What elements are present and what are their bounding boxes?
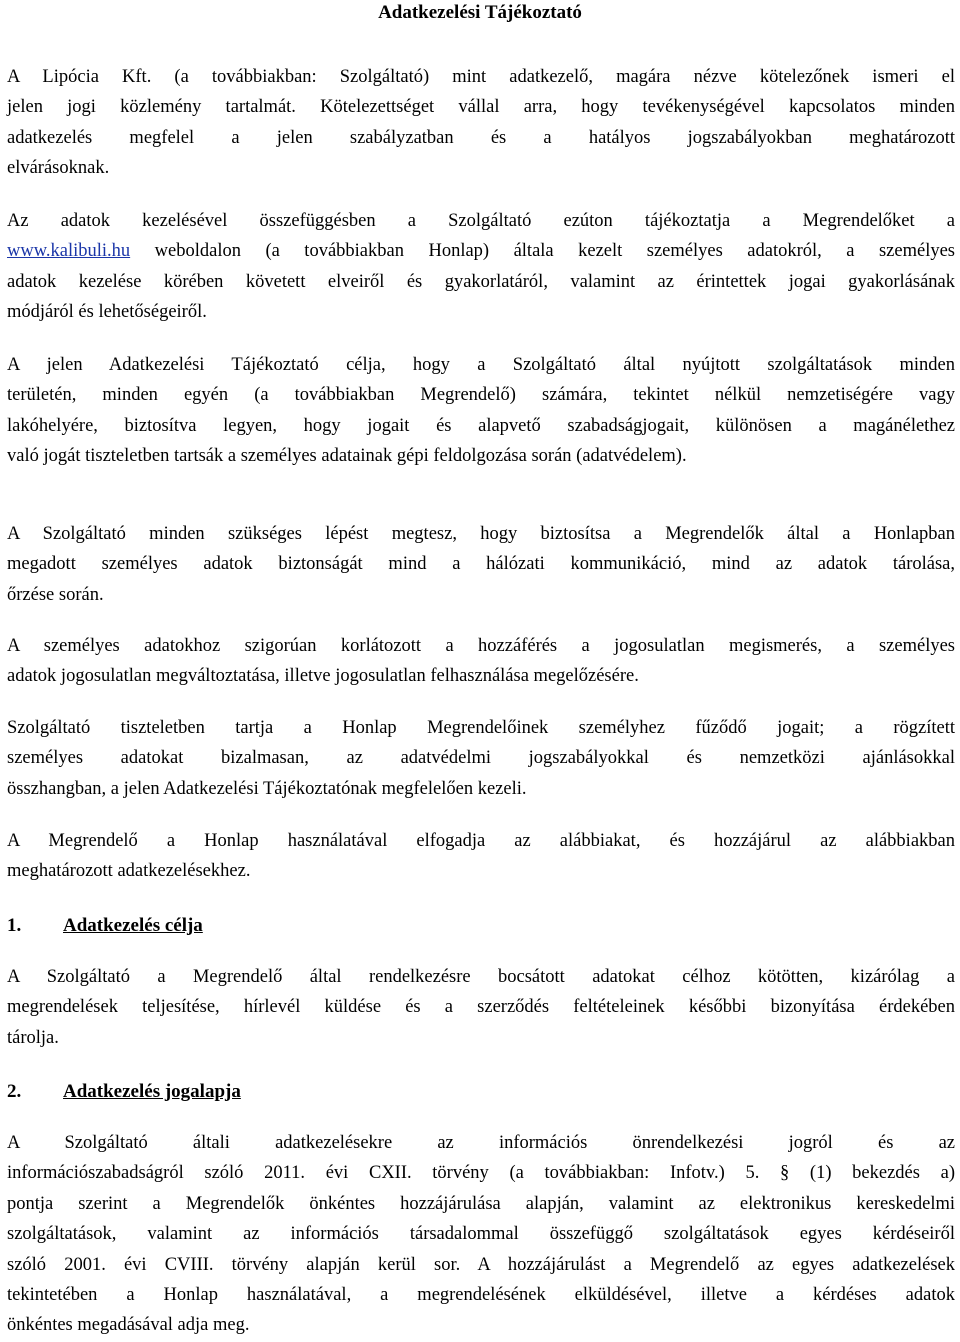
rights-paragraph bbox=[7, 713, 955, 804]
text-line: adatkezelés megfelel a jelen szabályzatban és a hatályos jogszabályokban meghatározott bbox=[7, 127, 955, 148]
text-line: való jogát tiszteletben tartsák a személyes adatainak gépi feldolgozása során (adatvédelem). bbox=[7, 446, 687, 467]
section-2-heading bbox=[7, 1081, 241, 1103]
text-line: A Lipócia Kft. (a továbbiakban: Szolgáltató) mint adatkezelő, magára nézve kötelezőnek ismeri el bbox=[7, 67, 955, 87]
text-line: információszabadságról szóló 2011. évi CXII. törvény (a továbbiakban: Infotv.) 5. § (1) bekezdés a) bbox=[7, 1163, 955, 1184]
text-line: Az adatok kezelésével összefüggésben a Szolgáltató ezúton tájékoztatja a Megrendelőket a bbox=[7, 211, 955, 231]
security-paragraph bbox=[7, 519, 955, 610]
section-1-heading bbox=[7, 915, 203, 937]
text-line bbox=[7, 236, 955, 266]
document-title: Adatkezelési Tájékoztató bbox=[378, 2, 582, 23]
text-segment: weboldalon (a továbbiakban Honlap) általa kezelt személyes adatokról, a személyes bbox=[130, 241, 955, 262]
text-line: összhangban, a jelen Adatkezelési Tájékoztatónak megfelelően kezeli. bbox=[7, 778, 527, 799]
text-line: adatok jogosulatlan megváltoztatása, illetve jogosulatlan felhasználása megelőzésére. bbox=[7, 666, 639, 687]
website-link[interactable]: www.kalibuli.hu bbox=[7, 241, 131, 262]
section-title: Adatkezelés célja bbox=[63, 915, 203, 936]
text-line: lakóhelyére, biztosítva legyen, hogy jogait és alapvető szabadságjogait, különösen a magánélethez bbox=[7, 415, 955, 436]
section-2-body bbox=[7, 1128, 955, 1341]
text-line: elvárásoknak. bbox=[7, 158, 110, 179]
section-number: 2. bbox=[7, 1081, 22, 1102]
text-line: területén, minden egyén (a továbbiakban Megrendelő) számára, tekintet nélkül nemzetiségére vagy bbox=[7, 385, 955, 406]
text-line: őrzése során. bbox=[7, 584, 104, 605]
text-line: szolgáltatások, valamint az információs társadalommal összefüggő szolgáltatások egyes kérdéseiről bbox=[7, 1224, 955, 1245]
section-number: 1. bbox=[7, 915, 22, 936]
section-1-body bbox=[7, 962, 955, 1053]
intro-paragraph bbox=[7, 62, 955, 184]
text-line: megrendelések teljesítése, hírlevél küldése és a szerződés feltételeinek későbbi bizonyítása érdekében bbox=[7, 997, 955, 1018]
text-line: módjáról és lehetőségeiről. bbox=[7, 302, 207, 323]
text-line: A Szolgáltató minden szükséges lépést megtesz, hogy biztosítsa a Megrendelők által a Honlapban bbox=[7, 524, 955, 544]
text-line: szóló 2001. évi CVIII. törvény alapján kerül sor. A hozzájárulást a Megrendelő az egyes adatkezelések bbox=[7, 1254, 955, 1275]
text-line: önkéntes megadásával adja meg. bbox=[7, 1315, 250, 1336]
purpose-paragraph bbox=[7, 350, 955, 472]
text-line: A Szolgáltató általi adatkezelésekre az információs önrendelkezési jogról és az bbox=[7, 1133, 955, 1153]
text-line: pontja szerint a Megrendelők önkéntes hozzájárulása alapján, valamint az elektronikus kereskedelmi bbox=[7, 1193, 955, 1214]
section-title: Adatkezelés jogalapja bbox=[63, 1081, 241, 1102]
text-line: A Megrendelő a Honlap használatával elfogadja az alábbiakat, és hozzájárul az alábbiakban bbox=[7, 831, 955, 851]
acceptance-paragraph bbox=[7, 826, 955, 887]
text-line: A Szolgáltató a Megrendelő által rendelkezésre bocsátott adatokat célhoz kötötten, kizárólag a bbox=[7, 967, 955, 987]
text-line: megadott személyes adatok biztonságát mind a hálózati kommunikáció, mind az adatok tárolása, bbox=[7, 554, 955, 575]
text-line: tárolja. bbox=[7, 1027, 59, 1048]
text-line: tekintetében a Honlap használatával, a megrendelésének elküldésével, illetve a kérdéses adatok bbox=[7, 1284, 955, 1305]
text-line: jelen jogi közlemény tartalmát. Kötelezettséget vállal arra, hogy tevékenységével kapcsolatos minden bbox=[7, 97, 955, 118]
text-line: adatok kezelése körében követett elveiről és gyakorlatáról, valamint az érintettek jogai gyakorlásának bbox=[7, 271, 955, 292]
text-line: A személyes adatokhoz szigorúan korlátozott a hozzáférés a jogosulatlan megismerés, a személyes bbox=[7, 636, 955, 656]
text-line: A jelen Adatkezelési Tájékoztató célja, hogy a Szolgáltató által nyújtott szolgáltatások minden bbox=[7, 355, 955, 375]
access-paragraph bbox=[7, 631, 955, 692]
text-line: Szolgáltató tiszteletben tartja a Honlap Megrendelőinek személyhez fűződő jogait; a rögzített bbox=[7, 718, 955, 738]
text-line: meghatározott adatkezelésekhez. bbox=[7, 861, 251, 882]
info-paragraph bbox=[7, 206, 955, 328]
text-line: személyes adatokat bizalmasan, az adatvédelmi jogszabályokkal és nemzetközi ajánlásokkal bbox=[7, 748, 955, 769]
